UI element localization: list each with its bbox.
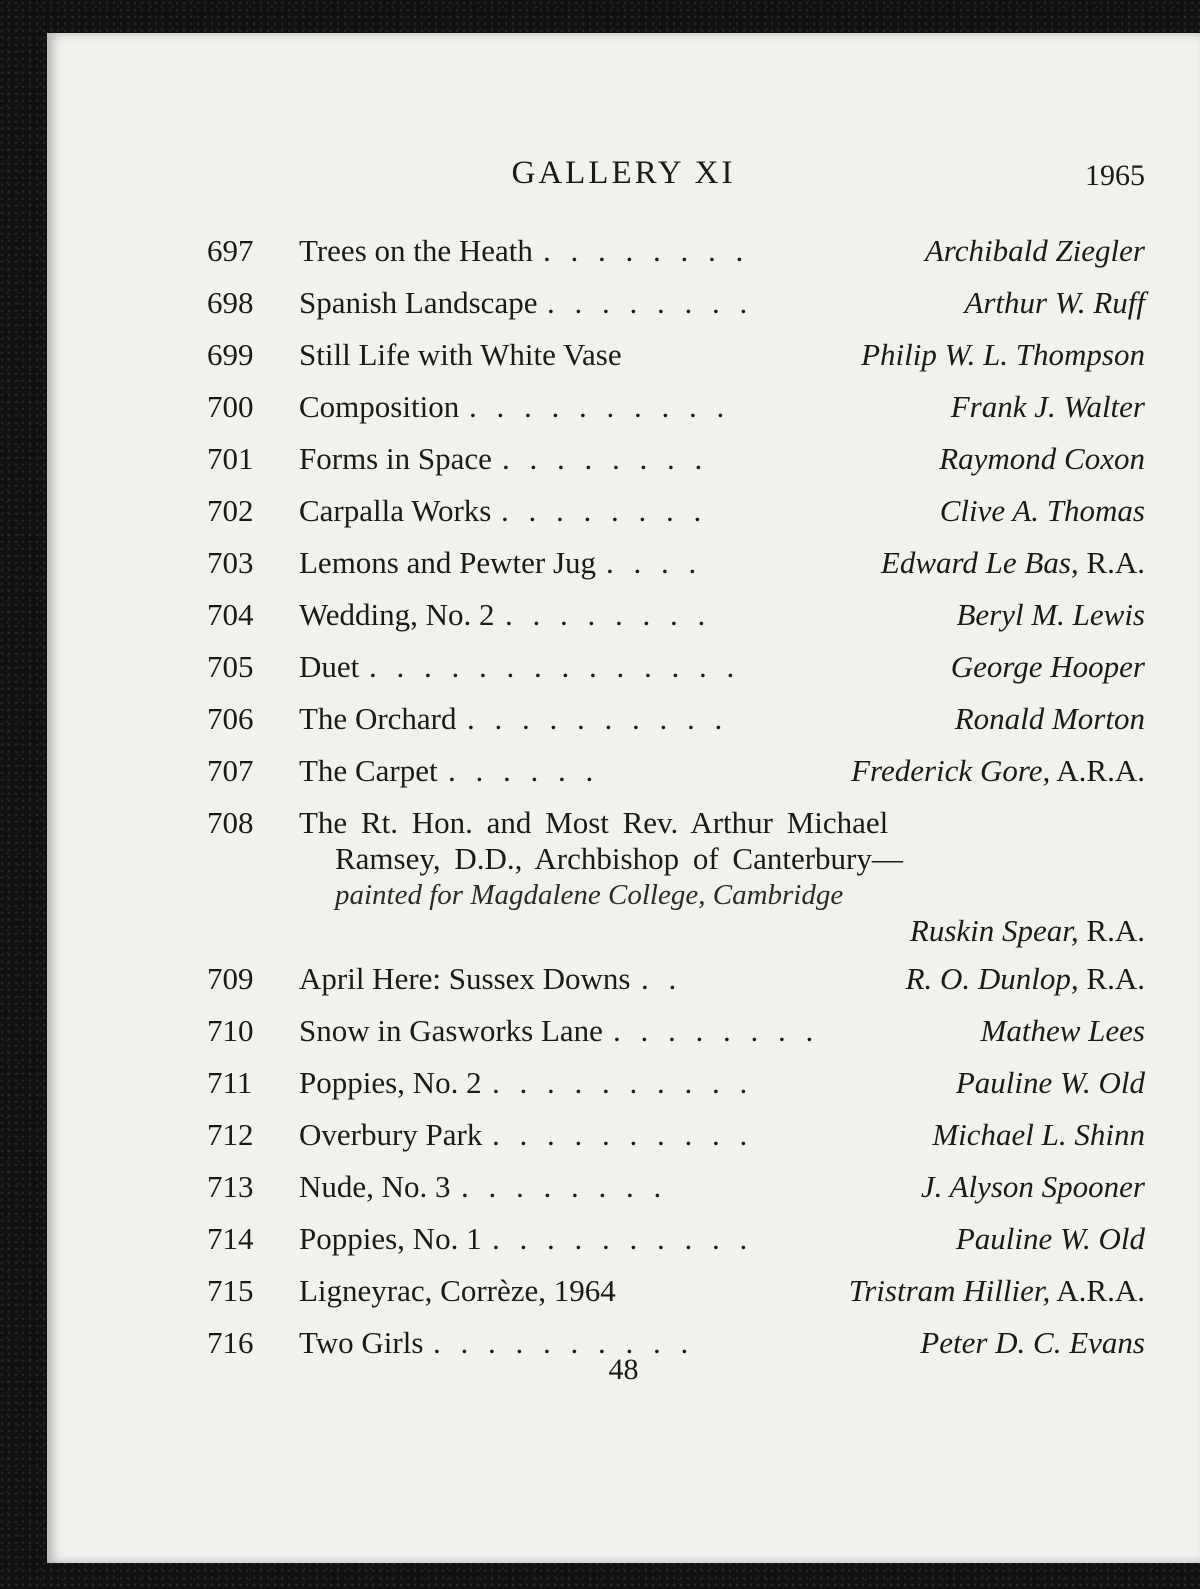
dot-leaders: . . . . . . . . . . — [492, 1117, 754, 1152]
list-item — [207, 797, 1145, 953]
entry-artist — [921, 1161, 1145, 1213]
dot-leaders: . . . . . . . . — [547, 285, 754, 320]
entry-artist — [932, 1109, 1145, 1161]
list-item — [207, 745, 1145, 797]
entry-artist — [881, 537, 1145, 589]
entry-number: 701 — [207, 441, 254, 476]
entry-title: The Orchard — [299, 701, 457, 736]
dot-leaders: . . . . . . . . — [613, 1013, 820, 1048]
entry-title: Overbury Park — [299, 1117, 483, 1152]
artist-name: Peter D. C. Evans — [920, 1325, 1145, 1360]
artist-name: George Hooper — [950, 649, 1145, 684]
entry-list — [207, 225, 1145, 1369]
entry-number: 712 — [207, 1117, 254, 1152]
entry-title: Ligneyrac, Corrèze, 1964 — [299, 1273, 616, 1308]
list-item — [207, 1161, 1145, 1213]
dot-leaders: . . . . . . . . — [505, 597, 712, 632]
dot-leaders: . . . . . . . . . . — [467, 701, 729, 736]
dot-leaders: . . . . — [606, 545, 703, 580]
artist-name: Raymond Coxon — [939, 441, 1145, 476]
entry-artist — [956, 1213, 1145, 1265]
entry-number: 714 — [207, 1221, 254, 1256]
list-item — [207, 225, 1145, 277]
entry-number: 699 — [207, 337, 254, 372]
entry-title: Composition — [299, 389, 460, 424]
list-item — [207, 1057, 1145, 1109]
artist-name: Edward Le Bas, — [880, 545, 1079, 580]
artist-name: Arthur W. Ruff — [964, 285, 1145, 320]
running-head — [47, 155, 1200, 195]
entry-title: Poppies, No. 2 — [299, 1065, 482, 1100]
list-item — [207, 641, 1145, 693]
artist-name: R. O. Dunlop, — [905, 961, 1079, 996]
entry-title: The Carpet — [299, 753, 438, 788]
entry-number: 698 — [207, 285, 254, 320]
artist-honour: A.R.A. — [1050, 1273, 1145, 1308]
entry-number: 708 — [207, 805, 254, 840]
artist-name: Michael L. Shinn — [932, 1117, 1145, 1152]
artist-name: Clive A. Thomas — [939, 493, 1145, 528]
entry-title: April Here: Sussex Downs — [299, 961, 631, 996]
list-item — [207, 1265, 1145, 1317]
artist-name: Pauline W. Old — [955, 1065, 1145, 1100]
artist-name: Philip W. L. Thompson — [861, 337, 1145, 372]
entry-title: Forms in Space — [299, 441, 492, 476]
entry-number: 709 — [207, 961, 254, 996]
dot-leaders: . . — [641, 961, 683, 996]
entry-artist — [951, 641, 1145, 693]
entry-number: 713 — [207, 1169, 254, 1204]
entry-title: Still Life with White Vase — [299, 337, 622, 372]
artist-honour: R.A. — [1078, 545, 1145, 580]
entry-number: 703 — [207, 545, 254, 580]
entry-title: Spanish Landscape — [299, 285, 538, 320]
dot-leaders: . . . . . . . . . . — [433, 1325, 695, 1360]
list-item — [207, 1213, 1145, 1265]
entry-artist — [951, 381, 1145, 433]
list-item — [207, 537, 1145, 589]
entry-artist — [956, 589, 1145, 641]
gallery-title: GALLERY XI — [511, 155, 736, 191]
entry-artist — [955, 693, 1145, 745]
entry-title: Lemons and Pewter Jug — [299, 545, 597, 580]
list-item — [207, 485, 1145, 537]
list-item — [207, 1109, 1145, 1161]
entry-title-line: The Rt. Hon. and Most Rev. Arthur Michael — [299, 805, 889, 840]
entry-title: Trees on the Heath — [299, 233, 533, 268]
dot-leaders: . . . . . . . . . . — [492, 1065, 754, 1100]
dot-leaders: . . . . . . . . — [461, 1169, 668, 1204]
entry-artist — [851, 745, 1145, 797]
artist-name: Tristram Hillier, — [848, 1273, 1051, 1308]
entry-number: 697 — [207, 233, 254, 268]
entry-number: 710 — [207, 1013, 254, 1048]
dot-leaders: . . . . . . . . — [502, 441, 709, 476]
entry-number: 716 — [207, 1325, 254, 1360]
entry-number: 706 — [207, 701, 254, 736]
artist-name: Frederick Gore, — [851, 753, 1051, 788]
dot-leaders: . . . . . . . . — [543, 233, 750, 268]
list-item — [207, 693, 1145, 745]
artist-name: Mathew Lees — [980, 1013, 1145, 1048]
entry-artist — [861, 329, 1145, 381]
list-item — [207, 329, 1145, 381]
artist-name: Beryl M. Lewis — [956, 597, 1145, 632]
artist-honour: A.R.A. — [1050, 753, 1145, 788]
artist-name: Archibald Ziegler — [924, 233, 1145, 268]
entry-number: 707 — [207, 753, 254, 788]
entry-title: Two Girls — [299, 1325, 424, 1360]
entry-title: Wedding, No. 2 — [299, 597, 495, 632]
dot-leaders: . . . . . . — [448, 753, 600, 788]
dot-leaders: . . . . . . . . . . — [492, 1221, 754, 1256]
entry-number: 702 — [207, 493, 254, 528]
entry-title: Duet — [299, 649, 360, 684]
entry-artist — [925, 225, 1145, 277]
entry-artist — [940, 485, 1145, 537]
entry-title: Nude, No. 3 — [299, 1169, 451, 1204]
entry-artist — [956, 1057, 1145, 1109]
artist-honour: R.A. — [1078, 913, 1145, 948]
entry-title: Carpalla Works — [299, 493, 492, 528]
list-item — [207, 953, 1145, 1005]
list-item — [207, 277, 1145, 329]
list-item — [207, 381, 1145, 433]
entry-artist — [939, 433, 1145, 485]
entry-number: 704 — [207, 597, 254, 632]
artist-name: Ronald Morton — [954, 701, 1145, 736]
list-item — [207, 1005, 1145, 1057]
dot-leaders: . . . . . . . . — [501, 493, 708, 528]
catalogue-page — [47, 33, 1200, 1563]
artist-name: Pauline W. Old — [955, 1221, 1145, 1256]
entry-note: painted for Magdalene College, Cambridge — [335, 879, 844, 911]
year: 1965 — [1085, 159, 1145, 192]
entry-number: 715 — [207, 1273, 254, 1308]
entry-artist — [849, 1265, 1145, 1317]
entry-number: 705 — [207, 649, 254, 684]
dot-leaders: . . . . . . . . . . . . . . — [369, 649, 741, 684]
artist-name: Ruskin Spear, — [909, 913, 1079, 948]
artist-honour: R.A. — [1078, 961, 1145, 996]
artist-name: J. Alyson Spooner — [920, 1169, 1145, 1204]
entry-title: Snow in Gasworks Lane — [299, 1013, 603, 1048]
entry-title-line: Ramsey, D.D., Archbishop of Canterbury— — [335, 841, 903, 876]
entry-artist — [964, 277, 1145, 329]
entry-artist — [906, 953, 1145, 1005]
list-item — [207, 589, 1145, 641]
list-item — [207, 433, 1145, 485]
dot-leaders: . . . . . . . . . . — [469, 389, 731, 424]
page-number: 48 — [608, 1353, 639, 1386]
entry-number: 711 — [207, 1065, 253, 1100]
entry-number: 700 — [207, 389, 254, 424]
entry-artist — [981, 1005, 1145, 1057]
artist-name: Frank J. Walter — [950, 389, 1145, 424]
entry-artist — [910, 909, 1145, 953]
entry-title: Poppies, No. 1 — [299, 1221, 482, 1256]
